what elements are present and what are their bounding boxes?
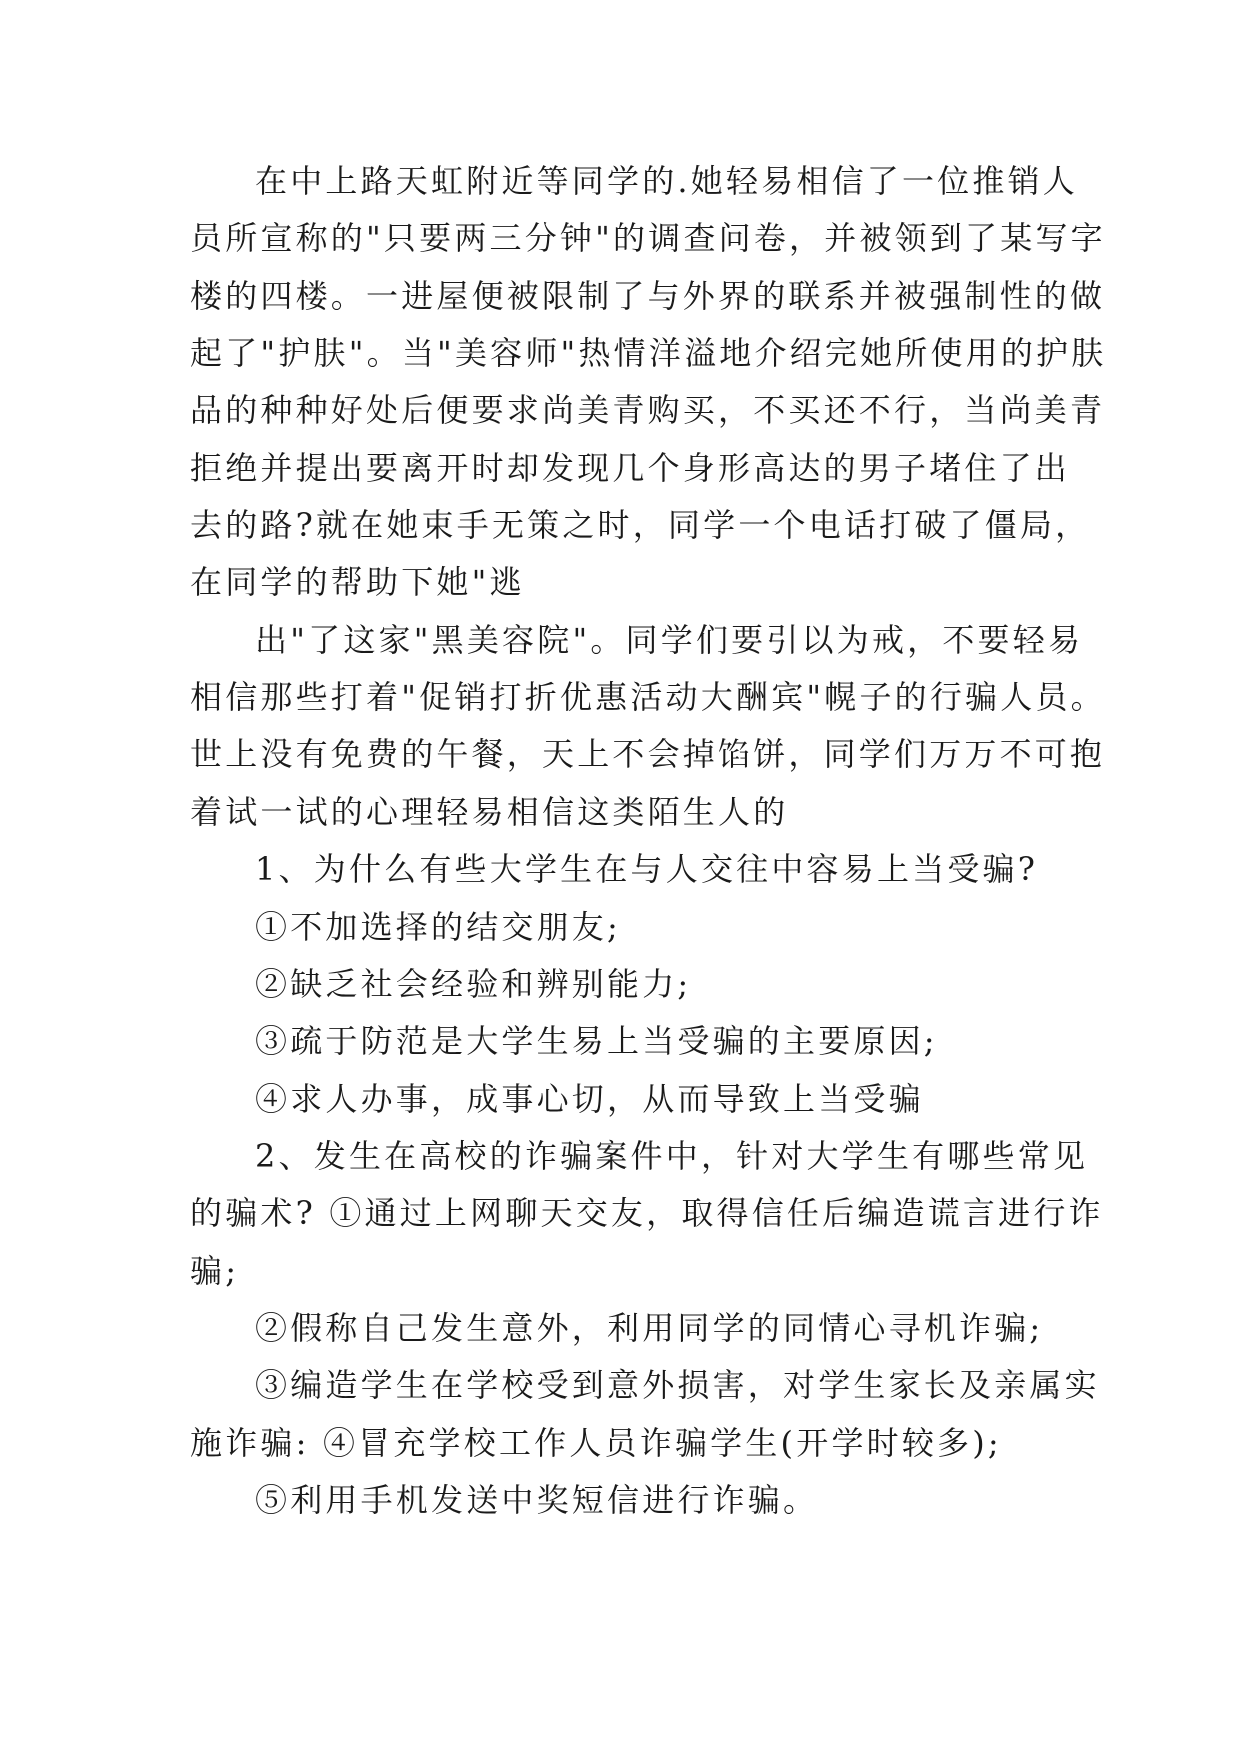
question-2-line-3: 骗; — [190, 1252, 240, 1290]
text-line-12: 着试一试的心理轻易相信这类陌生人的 — [190, 793, 789, 831]
question-2-line-2: 的骗术? ①通过上网聊天交友，取得信任后编造谎言进行诈 — [190, 1194, 1104, 1232]
text-line-1: 在中上路天虹附近等同学的.她轻易相信了一位推销人 — [255, 162, 1078, 200]
question-2-item-2: ②假称自己发生意外，利用同学的同情心寻机诈骗; — [255, 1309, 1044, 1347]
text-line-5: 品的种种好处后便要求尚美青购买，不买还不行，当尚美青 — [190, 391, 1106, 429]
text-line-10: 相信那些打着"促销打折优惠活动大酬宾"幌子的行骗人员。 — [190, 678, 1106, 716]
text-line-8: 在同学的帮助下她"逃 — [190, 563, 525, 601]
text-line-4: 起了"护肤"。当"美容师"热情洋溢地介绍完她所使用的护肤 — [190, 334, 1107, 372]
question-1-item-3: ③疏于防范是大学生易上当受骗的主要原因; — [255, 1022, 938, 1060]
question-1-item-1: ①不加选择的结交朋友; — [255, 908, 621, 946]
text-line-7: 去的路?就在她束手无策之时，同学一个电话打破了僵局， — [190, 506, 1091, 544]
question-1-heading: 1、为什么有些大学生在与人交往中容易上当受骗? — [255, 850, 1039, 888]
question-2-item-3: ③编造学生在学校受到意外损害，对学生家长及亲属实 — [255, 1366, 1100, 1404]
text-line-9: 出"了这家"黑美容院"。同学们要引以为戒，不要轻易 — [255, 621, 1084, 659]
text-line-3: 楼的四楼。一进屋便被限制了与外界的联系并被强制性的做 — [190, 277, 1106, 315]
question-2-item-3-cont: 施诈骗: ④冒充学校工作人员诈骗学生(开学时较多); — [190, 1424, 1002, 1462]
text-line-11: 世上没有免费的午餐，天上不会掉馅饼，同学们万万不可抱 — [190, 735, 1106, 773]
question-1-item-4: ④求人办事，成事心切，从而导致上当受骗 — [255, 1080, 924, 1118]
question-2-item-5: ⑤利用手机发送中奖短信进行诈骗。 — [255, 1481, 819, 1519]
text-line-6: 拒绝并提出要离开时却发现几个身形高达的男子堵住了出 — [190, 449, 1071, 487]
question-1-item-2: ②缺乏社会经验和辨别能力; — [255, 965, 692, 1003]
question-2-heading: 2、发生在高校的诈骗案件中，针对大学生有哪些常见 — [255, 1137, 1089, 1175]
text-line-2: 员所宣称的"只要两三分钟"的调查问卷，并被领到了某写字 — [190, 219, 1106, 257]
